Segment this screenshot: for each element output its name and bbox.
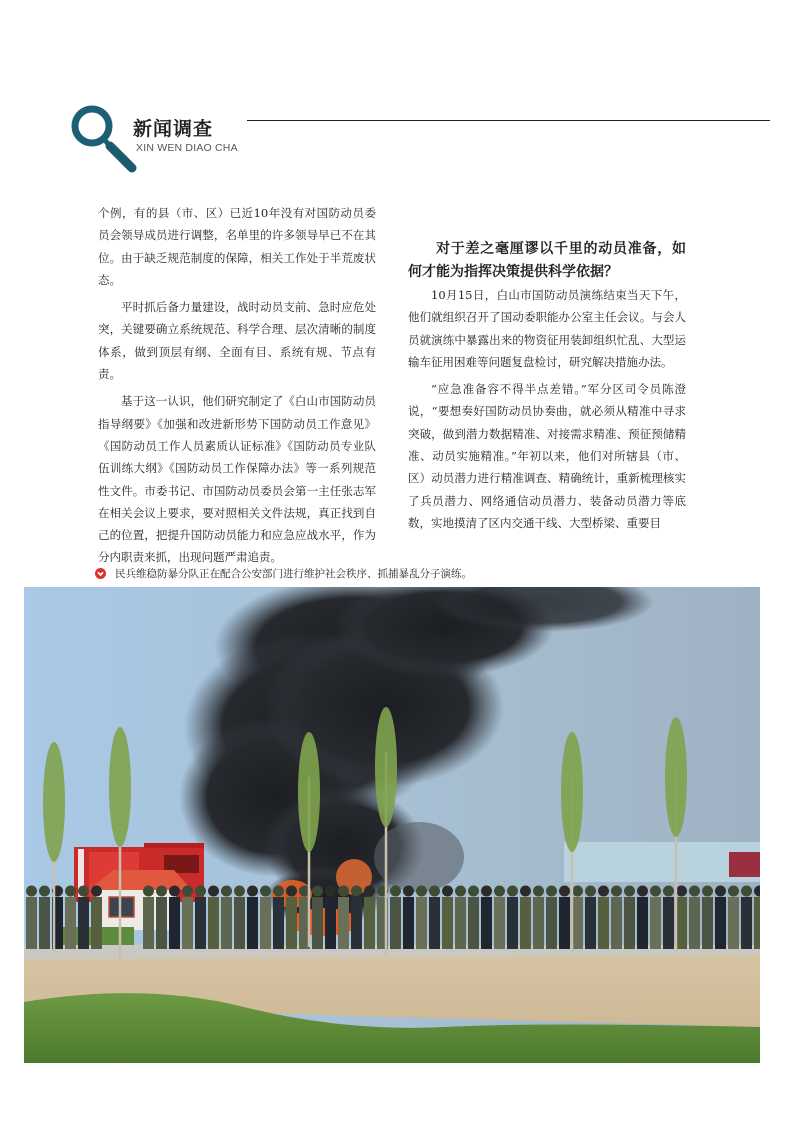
right-column: [408, 238, 686, 534]
paragraph: 个例，有的县（市、区）已近10年没有对国防动员委员会领导成员进行调整，名单里的许多领导早已不在其位。由于缺乏规范制度的保障，相关工作处于半荒废状态。: [98, 206, 376, 287]
photo-caption: [95, 566, 472, 581]
header-rule: [247, 120, 770, 121]
section-subtitle: XIN WEN DIAO CHA: [136, 142, 238, 154]
paragraph: 10月15日，白山市国防动员演练结束当天下午，他们就组织召开了国动委职能办公室主任会议。与会人员就演练中暴露出来的物资征用装卸组织忙乱、大型运输车征用困难等问题复盘检讨，研究解决措施办法。: [408, 288, 686, 369]
left-column: [98, 202, 376, 569]
paragraph: “应急准备容不得半点差错。”军分区司令员陈澄说，“要想奏好国防动员协奏曲，就必须从精准中寻求突破，做到潜力数据精准、对接需求精准、预征预储精准、动员实施精准。”年初以来，他们对所辖县（市、区）动员潜力进行精准调查、精确统计，重新梳理核实了兵员潜力、网络通信动员潜力、装备动员潜力等底数，实地摸清了区内交通干线、大型桥梁、重要目: [408, 382, 686, 530]
caption-text: 民兵维稳防暴分队正在配合公安部门进行维护社会秩序、抓捕暴乱分子演练。: [115, 568, 472, 580]
paragraph: 基于这一认识，他们研究制定了《白山市国防动员指导纲要》《加强和改进新形势下国防动员工作意见》《国防动员工作人员素质认证标准》《国防动员专业队伍训练大纲》《国防动员工作保障办法》等一系列规范性文件。市委书记、市国防动员委员会第一主任张志军在相关会议上要求，要对照相关文件法规，真正找到自己的位置，把提升国防动员能力和应急应战水平，作为分内职责来抓，出现问题严肃追责。: [98, 394, 376, 565]
section-title: 新闻调查: [133, 118, 214, 140]
chevron-down-circle-icon: [95, 568, 106, 579]
paragraph: 平时抓后备力量建设，战时动员支前、急时应危处突，关键要确立系统规范、科学合理、层次清晰的制度体系，做到顶层有纲、全面有目、系统有规、节点有责。: [98, 300, 376, 382]
magnifier-icon: [68, 102, 140, 174]
question-heading: 对于差之毫厘谬以千里的动员准备，如何才能为指挥决策提供科学依据？: [408, 241, 686, 280]
photo: [24, 587, 760, 1063]
